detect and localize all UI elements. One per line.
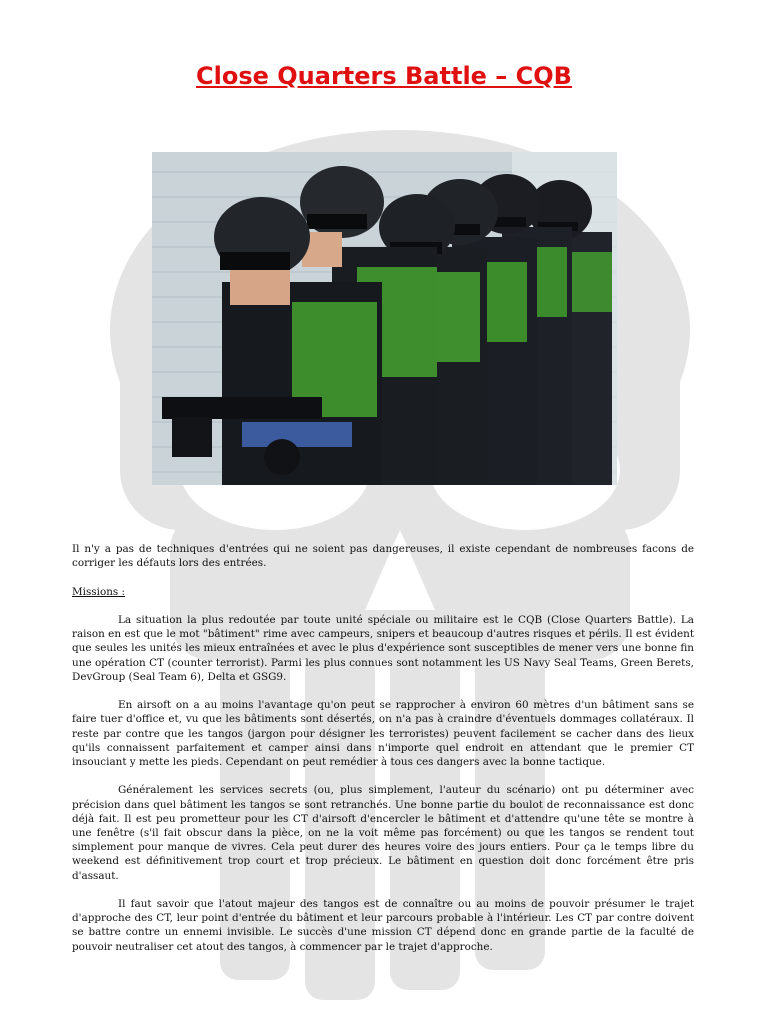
tactical-team-photo	[152, 152, 617, 485]
section-heading-missions: Missions :	[72, 585, 126, 598]
document-body	[72, 542, 694, 968]
body-paragraph-2: En airsoft on a au moins l'avantage qu'on peut se rapprocher à environ 60 mètres d'un bâtiment sans se faire tuer d'office et, vu que les bâtiments sont désertés, on n'a pas à craindre d'éventuels dommages collatéraux. Il reste par contre que les tangos (jargon pour désigner les terroristes) peuvent facilement se cacher dans des lieux qu'ils connaissent parfaitement et camper ainsi dans n'importe quel endroit en attendant que le premier CT insouciant y mette les pieds. Cependant on peut remédier à tous ces dangers avec la bonne tactique.	[72, 699, 694, 768]
page-title: Close Quarters Battle – CQB	[196, 62, 572, 90]
body-paragraph-4: Il faut savoir que l'atout majeur des tangos est de connaître ou au moins de pouvoir présumer le trajet d'approche des CT, leur point d'entrée du bâtiment et leur parcours probable à l'intérieur. Les CT par contre doivent se battre contre un ennemi invisible. Le succès d'une mission CT dépend donc en grande partie de la faculté de pouvoir neutraliser cet atout des tangos, à commencer par le trajet d'approche.	[72, 898, 694, 953]
intro-paragraph: Il n'y a pas de techniques d'entrées qui ne soient pas dangereuses, il existe cependant de nombreuses facons de corriger les défauts lors des entrées.	[72, 543, 694, 570]
body-paragraph-3: Généralement les services secrets (ou, plus simplement, l'auteur du scénario) ont pu déterminer avec précision dans quel bâtiment les tangos se sont retranchés. Une bonne partie du boulot de reconnaissance est donc déjà fait. Il est peu prometteur pour les CT d'airsoft d'encercler le bâtiment et d'attendre qu'une tête se montre à une fenêtre (s'il fait obscur dans la pièce, on ne la voit même pas forcément) ou que les tangos se rendent tout simplement pour manque de vivres. Cela peut durer des heures voire des jours entiers. Pour ça le temps libre du weekend est définitivement trop court et trop précieux. Le bâtiment en question doit donc forcément être pris d'assaut.	[72, 784, 694, 882]
body-paragraph-1: La situation la plus redoutée par toute unité spéciale ou militaire est le CQB (Close Quarters Battle). La raison en est que le mot "bâtiment" rime avec campeurs, snipers et beaucoup d'autres risques et périls. Il est évident que seules les unités les mieux entraînées et avec le plus d'expérience sont susceptibles de mener vers une bonne fin une opération CT (counter terrorist). Parmi les plus connues sont notamment les US Navy Seal Teams, Green Berets, DevGroup (Seal Team 6), Delta et GSG9.	[72, 613, 694, 683]
team-photo-icon	[152, 152, 617, 485]
